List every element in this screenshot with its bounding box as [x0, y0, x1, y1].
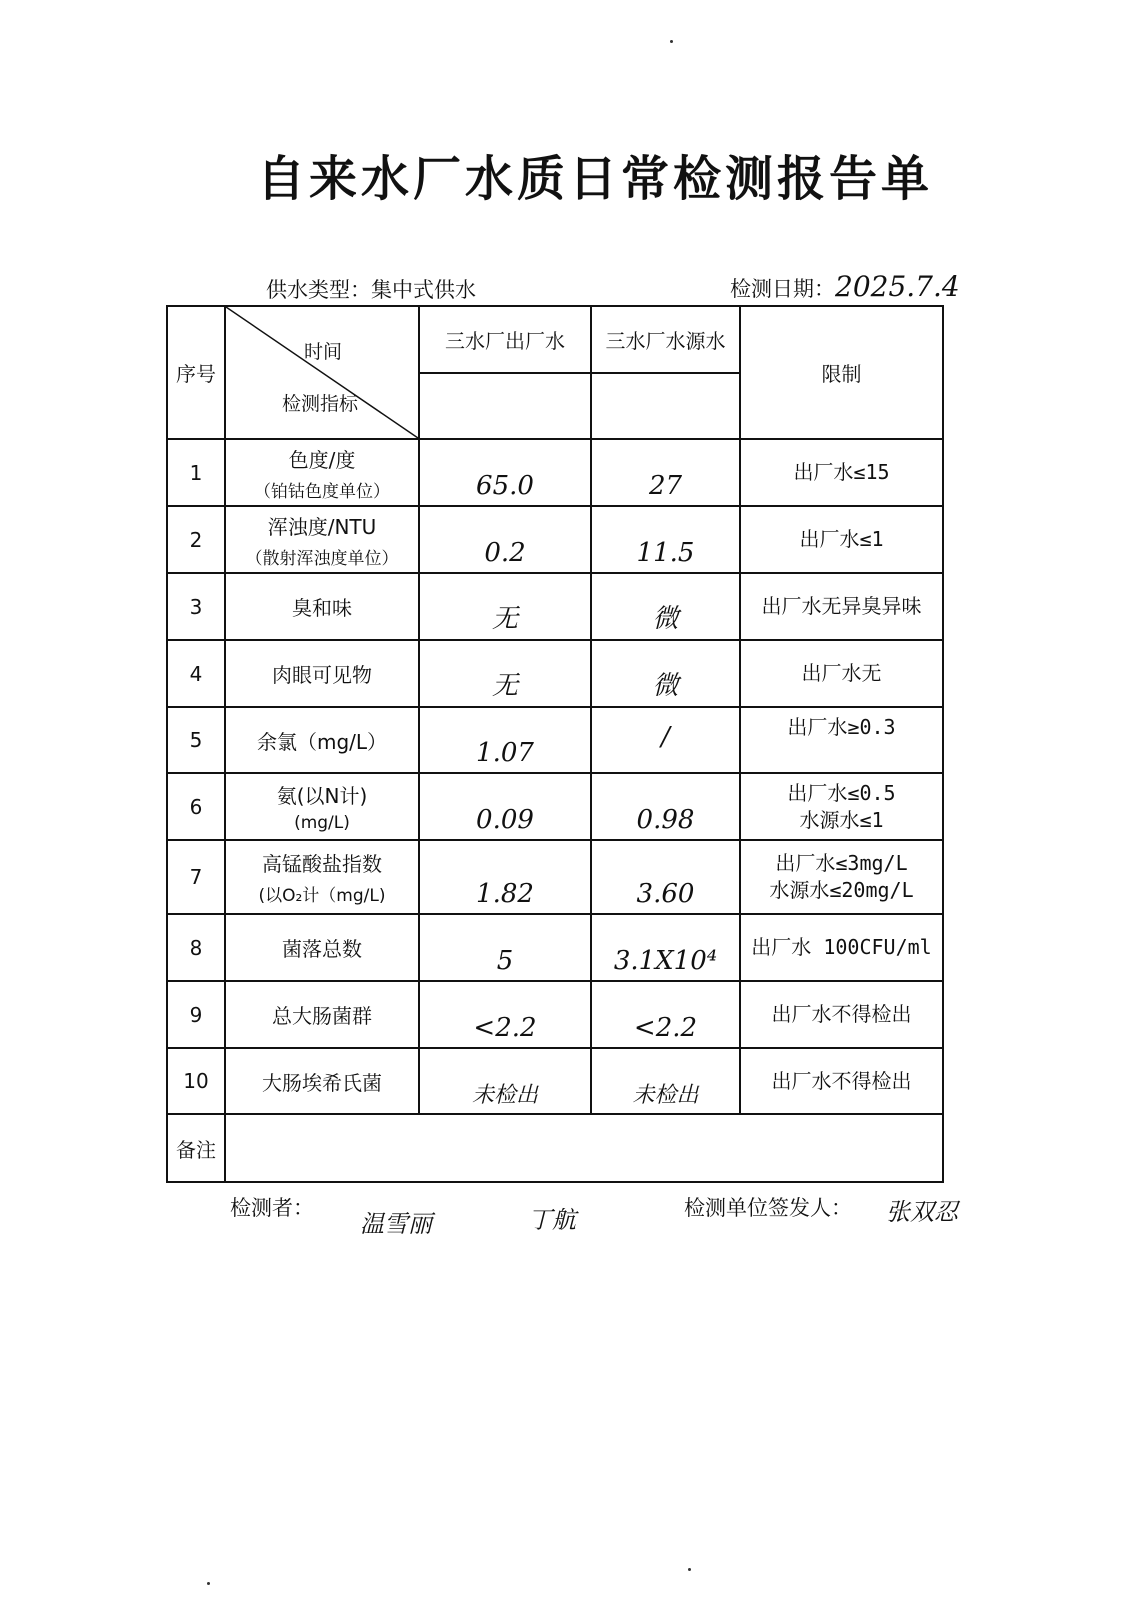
- indicator-name: 肉眼可见物: [272, 663, 372, 687]
- outlet-value: 1.07: [476, 738, 534, 768]
- indicator-cell: [225, 914, 419, 981]
- indicator-name: 高锰酸盐指数: [262, 852, 382, 876]
- indicator-name: 大肠埃希氏菌: [262, 1070, 382, 1095]
- source-value: 3.60: [636, 879, 695, 909]
- outlet-value: 65.0: [476, 471, 534, 501]
- outlet-value: 无: [491, 604, 518, 634]
- scan-speck: [670, 40, 673, 43]
- supply-type-value: 集中式供水: [371, 278, 476, 302]
- diag-time-label: 时间: [304, 341, 343, 363]
- source-value-cell: [591, 573, 740, 640]
- source-value-cell: [591, 773, 740, 840]
- diag-indicator-label: 检测指标: [282, 393, 359, 415]
- indicator-cell: [225, 773, 419, 840]
- table-row: [167, 573, 943, 640]
- source-value: 微: [652, 604, 679, 634]
- indicator-unit: （散射浑浊度单位）: [245, 548, 399, 569]
- test-date: [730, 270, 960, 303]
- limit-cell: [740, 573, 943, 640]
- limit-line-2: 水源水≤1: [799, 807, 884, 832]
- limit-cell: [740, 506, 943, 573]
- tester-signature-2: 丁航: [528, 1206, 576, 1234]
- indicator-name: 色度/度: [288, 447, 356, 472]
- limit-cell: [740, 640, 943, 707]
- test-date-label: 检测日期：: [730, 277, 835, 301]
- source-value: 11.5: [636, 538, 695, 568]
- results-table: [166, 305, 944, 1183]
- limit-cell: [740, 439, 943, 506]
- limit-cell: [740, 914, 943, 981]
- indicator-cell: [225, 640, 419, 707]
- indicator-cell: [225, 1048, 419, 1114]
- outlet-value: 0.09: [476, 805, 534, 835]
- row-no: 1: [167, 439, 225, 506]
- limit-line-1: 出厂水无异臭异味: [761, 594, 922, 618]
- source-value: 微: [652, 671, 679, 701]
- outlet-value-cell: [419, 439, 591, 506]
- limit-line-1: 出厂水不得检出: [771, 1068, 912, 1093]
- source-header-blank: [591, 373, 740, 439]
- limit-line-1: 出厂水≤0.5: [787, 780, 896, 805]
- outlet-value: 0.2: [484, 538, 526, 568]
- indicator-cell: [225, 439, 419, 506]
- limit-header: 限制: [740, 306, 943, 439]
- indicator-name: 菌落总数: [282, 937, 362, 961]
- table-row: [167, 439, 943, 506]
- supply-type: [266, 274, 476, 304]
- limit-cell: [740, 981, 943, 1048]
- indicator-cell: [225, 840, 419, 914]
- indicator-cell: [225, 707, 419, 773]
- source-value: <2.2: [633, 1013, 698, 1043]
- source-value-cell: [591, 981, 740, 1048]
- source-value: 3.1X10⁴: [613, 946, 718, 976]
- scan-speck: [207, 1582, 210, 1585]
- indicator-cell: [225, 573, 419, 640]
- limit-line-1: 出厂水≤1: [799, 527, 884, 551]
- source-value-cell: [591, 707, 740, 773]
- issuer-signature: 张双忍: [886, 1198, 958, 1226]
- outlet-value-cell: [419, 773, 591, 840]
- source-value-cell: [591, 840, 740, 914]
- supply-type-label: 供水类型：: [266, 278, 371, 302]
- limit-line-1: 出厂水≤15: [793, 460, 890, 484]
- row-no: 7: [167, 840, 225, 914]
- indicator-name: 余氯（mg/L）: [256, 729, 388, 754]
- table-row: [167, 506, 943, 573]
- limit-line-1: 出厂水≤3mg/L: [775, 851, 908, 875]
- limit-line-2: 水源水≤20mg/L: [769, 878, 914, 902]
- remark-content: [225, 1114, 943, 1182]
- indicator-cell: [225, 506, 419, 573]
- outlet-header-blank: [419, 373, 591, 439]
- outlet-header: 三水厂出厂水: [419, 306, 591, 373]
- row-no: 2: [167, 506, 225, 573]
- source-value-cell: [591, 439, 740, 506]
- outlet-value-cell: [419, 506, 591, 573]
- limit-cell: [740, 707, 943, 773]
- tester-label: 检测者：: [230, 1196, 314, 1220]
- table-row: [167, 981, 943, 1048]
- remark-row: [167, 1114, 943, 1182]
- scan-speck: [688, 1568, 691, 1571]
- limit-cell: [740, 773, 943, 840]
- indicator-name: 浑浊度/NTU: [267, 514, 377, 539]
- indicator-cell: [225, 981, 419, 1048]
- row-no: 8: [167, 914, 225, 981]
- limit-line-1: 出厂水不得检出: [771, 1002, 912, 1026]
- outlet-value-cell: [419, 640, 591, 707]
- row-no: 3: [167, 573, 225, 640]
- outlet-value-cell: [419, 1048, 591, 1114]
- indicator-unit: (以O₂计（mg/L): [258, 886, 386, 906]
- limit-line-1: 出厂水≥0.3: [787, 715, 896, 739]
- source-value-cell: [591, 506, 740, 573]
- indicator-unit: （铂钴色度单位）: [254, 481, 390, 502]
- seq-header: 序号: [167, 306, 225, 439]
- outlet-value-cell: [419, 981, 591, 1048]
- table-row: [167, 840, 943, 914]
- indicator-name: 臭和味: [292, 596, 352, 620]
- outlet-value-cell: [419, 840, 591, 914]
- row-no: 4: [167, 640, 225, 707]
- table-row: [167, 1048, 943, 1114]
- table-row: [167, 773, 943, 840]
- remark-label: 备注: [167, 1114, 225, 1182]
- row-no: 9: [167, 981, 225, 1048]
- outlet-value: 1.82: [476, 879, 534, 909]
- source-value: 27: [648, 471, 683, 501]
- row-no: 6: [167, 773, 225, 840]
- source-value-cell: [591, 914, 740, 981]
- limit-cell: [740, 1048, 943, 1114]
- report-title: 自来水厂水质日常检测报告单: [256, 151, 933, 207]
- diagonal-line: [226, 307, 418, 438]
- row-no: 5: [167, 707, 225, 773]
- source-value: 未检出: [632, 1083, 699, 1108]
- source-value: 0.98: [636, 805, 695, 835]
- outlet-value: 5: [496, 946, 514, 976]
- table-row: [167, 640, 943, 707]
- source-header: 三水厂水源水: [591, 306, 740, 373]
- outlet-value: 未检出: [471, 1083, 538, 1108]
- outlet-value-cell: [419, 707, 591, 773]
- issuer-label: 检测单位签发人：: [684, 1196, 852, 1220]
- outlet-value-cell: [419, 573, 591, 640]
- limit-line-1: 出厂水 100CFU/ml: [751, 935, 932, 959]
- limit-cell: [740, 840, 943, 914]
- outlet-value: 无: [491, 671, 518, 701]
- tester-signature-1: 温雪丽: [360, 1210, 432, 1238]
- test-date-value: 2025.7.4: [835, 270, 960, 303]
- source-value-cell: [591, 640, 740, 707]
- outlet-value: <2.2: [473, 1013, 537, 1043]
- row-no: 10: [167, 1048, 225, 1114]
- source-value-cell: [591, 1048, 740, 1114]
- table-row: [167, 914, 943, 981]
- diagonal-header: [225, 306, 419, 439]
- source-value: /: [661, 722, 670, 752]
- outlet-value-cell: [419, 914, 591, 981]
- limit-line-1: 出厂水无: [801, 661, 882, 685]
- indicator-unit: (mg/L): [294, 813, 350, 833]
- indicator-name: 氨(以N计): [276, 784, 368, 808]
- table-row: [167, 707, 943, 773]
- indicator-name: 总大肠菌群: [272, 1004, 372, 1028]
